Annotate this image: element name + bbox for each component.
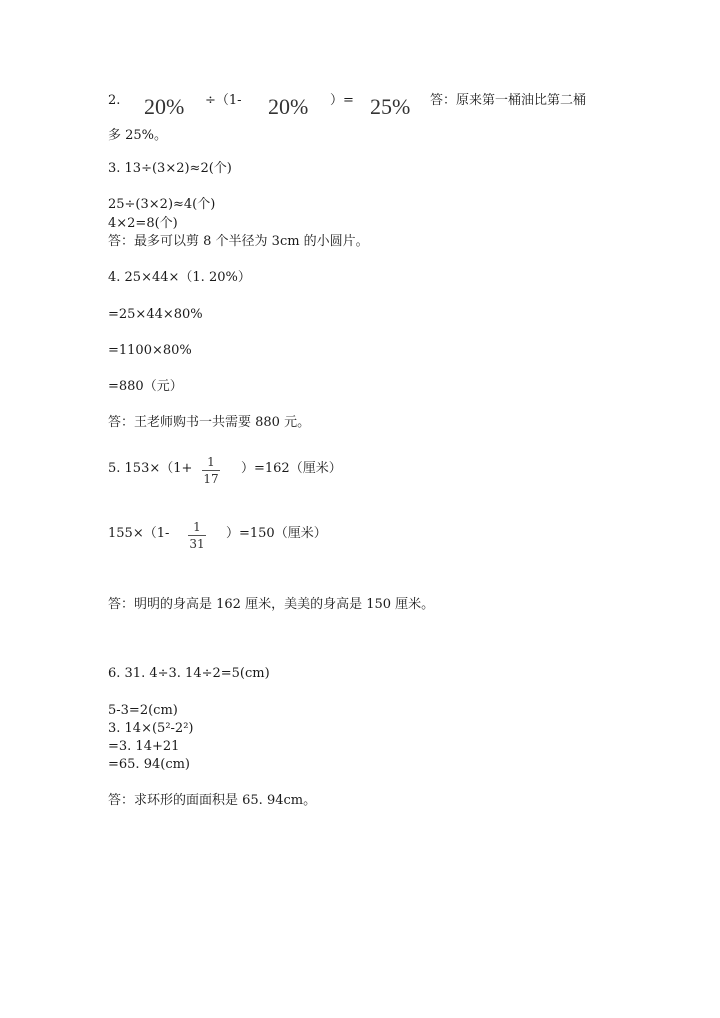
q3-answer: 答：最多可以剪 8 个半径为 3cm 的小圆片。 bbox=[108, 234, 369, 249]
q5-answer: 答：明明的身高是 162 厘米，美美的身高是 150 厘米。 bbox=[108, 597, 435, 612]
q6-line4: =3. 14+21 bbox=[108, 739, 180, 754]
fraction-bar bbox=[188, 535, 206, 536]
q3-line2: 25÷(3×2)≈4(个) bbox=[108, 197, 216, 212]
q5-fraction-1-denominator: 17 bbox=[203, 472, 219, 486]
q5-fraction-2 bbox=[185, 520, 209, 551]
q5-fraction-1-numerator: 1 bbox=[207, 455, 215, 469]
fraction-bar bbox=[202, 470, 220, 471]
q6-line2: 5-3=2(cm) bbox=[108, 703, 178, 718]
q6-line1: 6. 31. 4÷3. 14÷2=5(cm) bbox=[108, 666, 270, 681]
q4-line3: =1100×80% bbox=[108, 343, 192, 358]
q2-answer-line2: 多 25%。 bbox=[108, 128, 168, 143]
q5-fraction-1 bbox=[199, 455, 223, 486]
q6-line3: 3. 14×(5²-2²) bbox=[108, 721, 194, 736]
q2-number: 2. bbox=[108, 93, 121, 108]
q4-line2: =25×44×80% bbox=[108, 307, 203, 322]
q2-close-equals: ）= bbox=[330, 93, 354, 108]
q3-line1: 3. 13÷(3×2)≈2(个) bbox=[108, 161, 232, 176]
q5-fraction-2-denominator: 31 bbox=[189, 537, 205, 551]
q3-line3: 4×2=8(个) bbox=[108, 216, 178, 231]
q4-line4: =880（元） bbox=[108, 379, 183, 394]
q2-percent-c: 25% bbox=[370, 94, 411, 119]
q5-line2-suffix: ）=150（厘米） bbox=[226, 526, 327, 541]
q4-answer: 答：王老师购书一共需要 880 元。 bbox=[108, 415, 311, 430]
q6-answer: 答：求环形的面面积是 65. 94cm。 bbox=[108, 793, 317, 808]
q5-fraction-2-numerator: 1 bbox=[193, 520, 201, 534]
q2-operator: ÷（1- bbox=[205, 93, 242, 108]
q5-line2-prefix: 155×（1- bbox=[108, 526, 170, 541]
q2-answer-line1: 答：原来第一桶油比第二桶 bbox=[430, 93, 587, 108]
q5-line1-suffix: ）=162（厘米） bbox=[241, 461, 342, 476]
q6-line5: =65. 94(cm) bbox=[108, 757, 190, 772]
q2-percent-b: 20% bbox=[268, 94, 309, 119]
q4-line1: 4. 25×44×（1. 20%） bbox=[108, 270, 251, 285]
q2-percent-a: 20% bbox=[144, 94, 185, 119]
q5-line1-prefix: 5. 153×（1+ bbox=[108, 461, 193, 476]
